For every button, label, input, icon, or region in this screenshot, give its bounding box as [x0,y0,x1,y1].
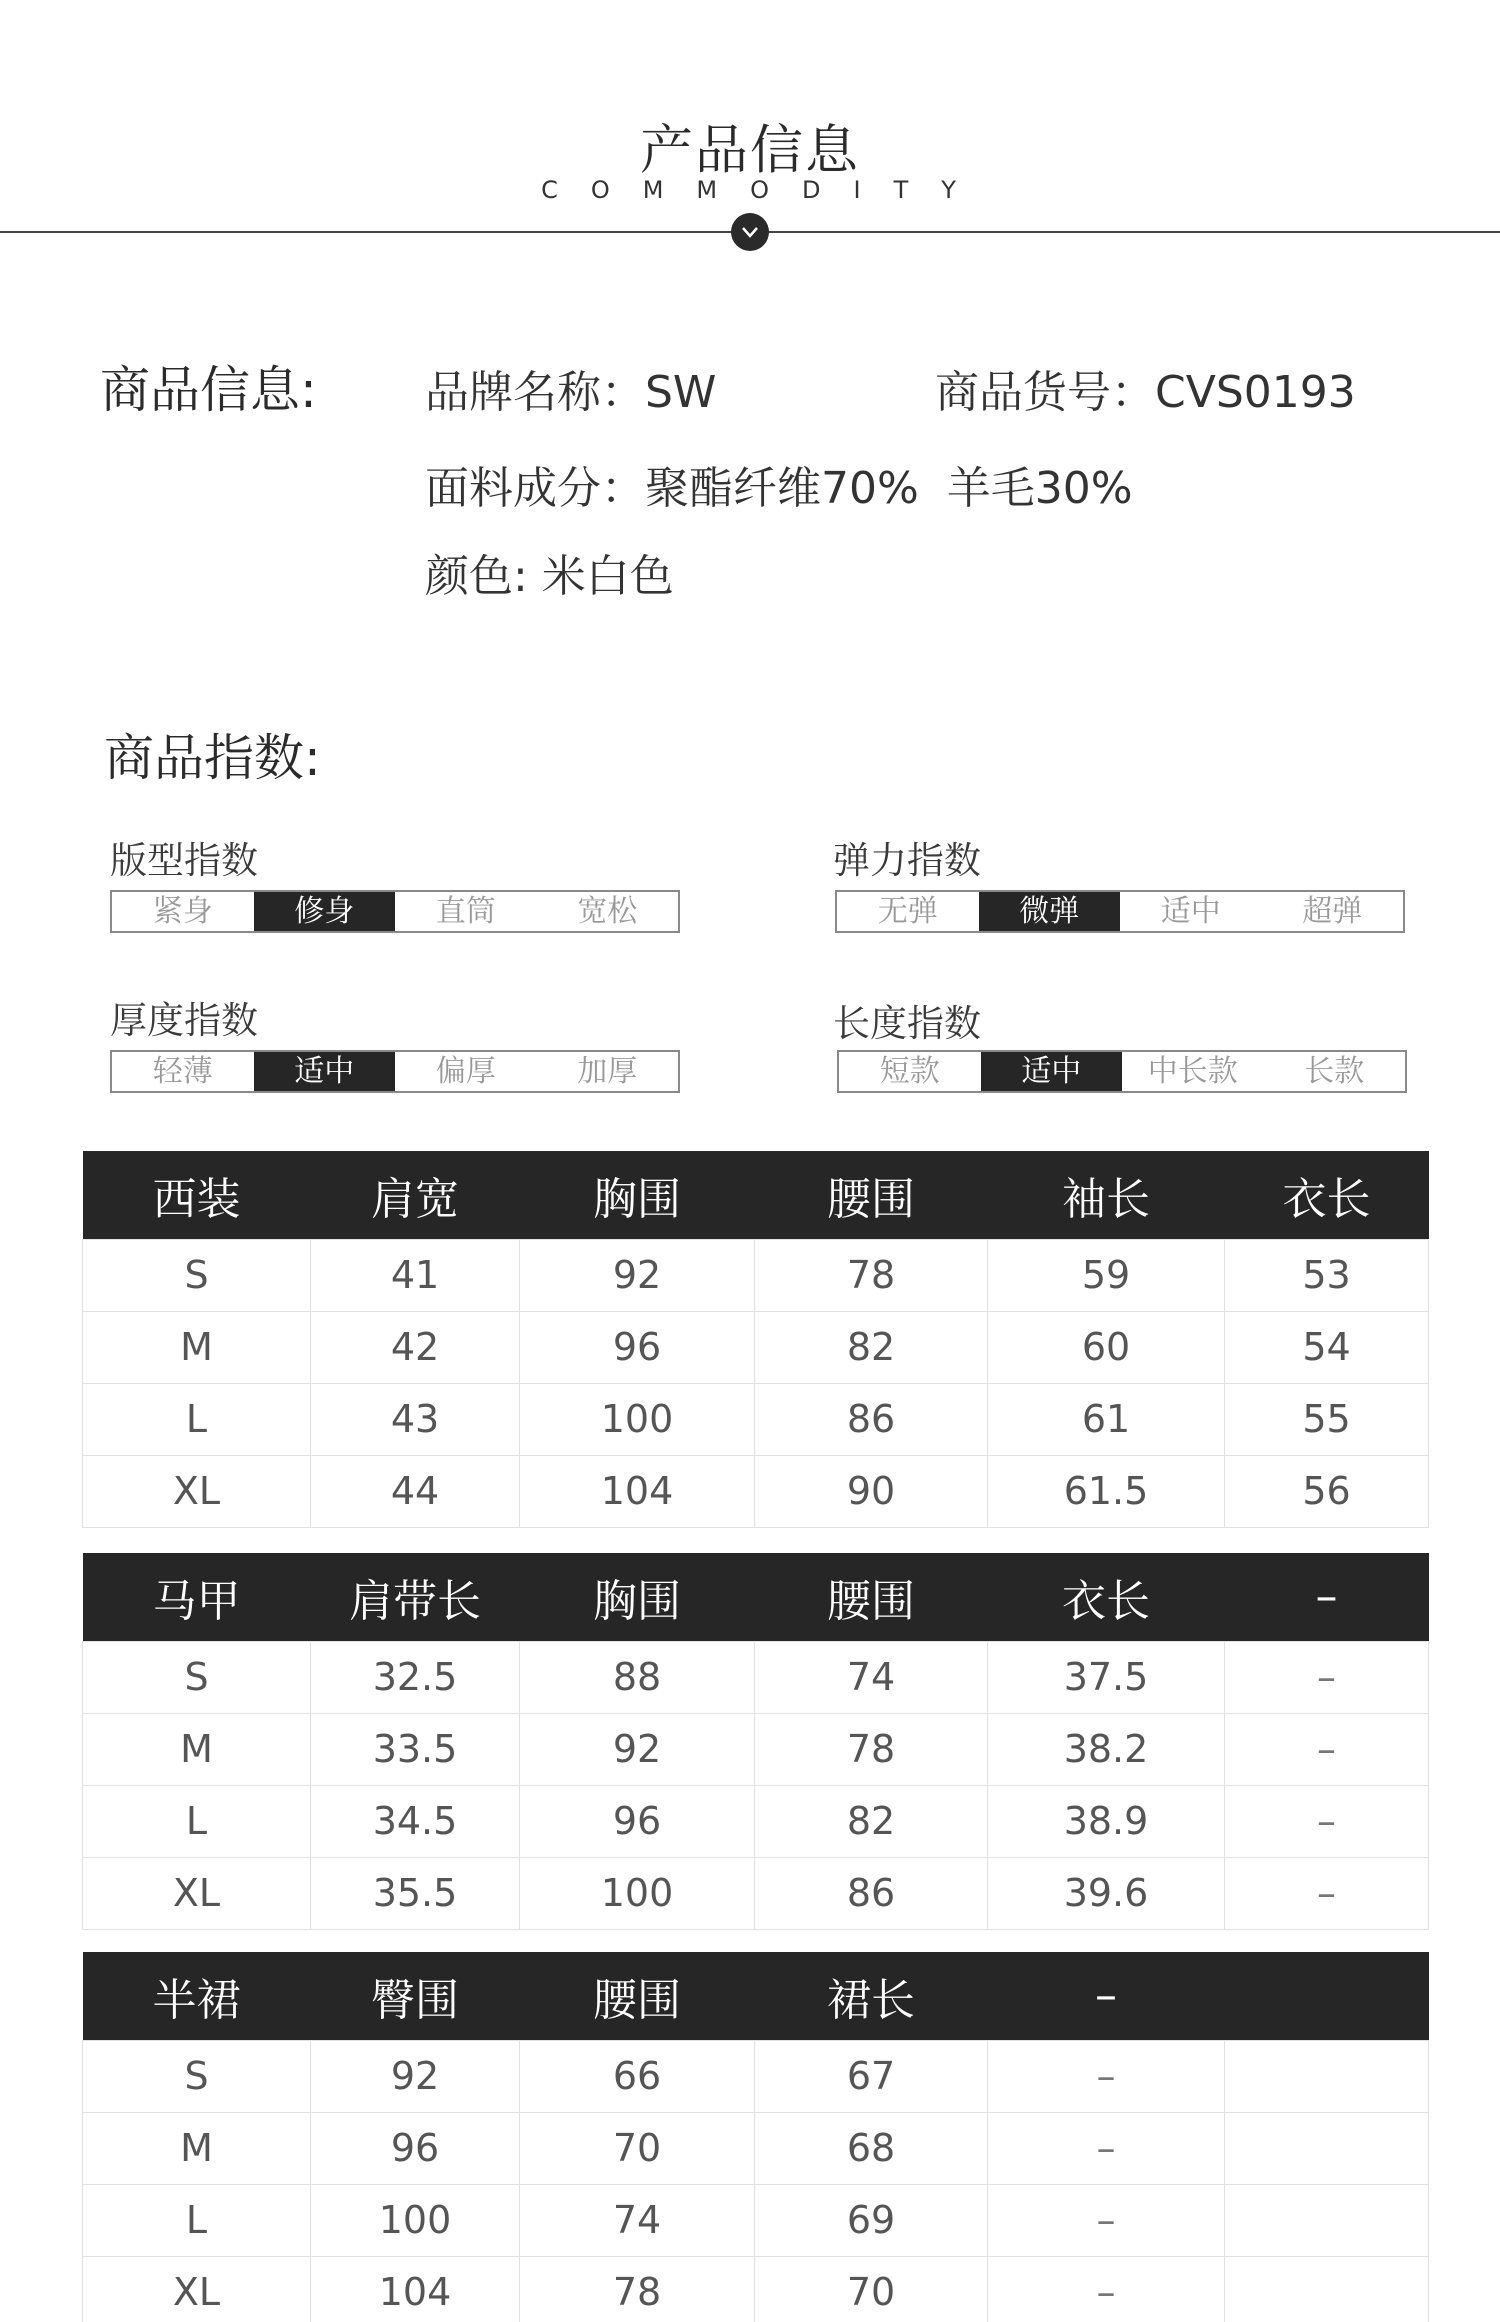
length-option-selected: 适中 [981,1052,1123,1091]
table-cell: 54 [1225,1311,1429,1383]
table-cell [1225,2040,1429,2112]
table-cell: XL [83,2256,311,2322]
fit-option-selected: 修身 [254,892,396,931]
table-row [83,2040,1429,2112]
fit-option: 直筒 [435,893,496,929]
page-title: 产品信息 [640,120,860,181]
table-row [83,1713,1429,1785]
table-cell: 86 [755,1857,988,1929]
table-header-cell: 衣长 [988,1553,1225,1641]
table-cell: L [83,2184,311,2256]
elasticity-option: 无弹 [877,893,938,929]
table-cell: – [1225,1857,1429,1929]
table-row [83,1641,1429,1713]
table-header-cell: 肩带长 [311,1553,520,1641]
table-cell: 92 [520,1239,755,1311]
thickness-option-selected: 适中 [254,1052,396,1091]
table-cell: 53 [1225,1239,1429,1311]
table-header-cell: 裙长 [755,1952,988,2040]
table-cell: 61.5 [988,1455,1225,1527]
thickness-index-scale [110,1050,680,1093]
table-cell: S [83,1641,311,1713]
table-cell: 35.5 [311,1857,520,1929]
table-cell: 33.5 [311,1713,520,1785]
chevron-down-icon [731,213,769,251]
table-header-cell: 胸围 [520,1553,755,1641]
table-cell: 100 [520,1857,755,1929]
table-header-cell: 腰围 [755,1151,988,1239]
table-cell: L [83,1383,311,1455]
table-cell: S [83,1239,311,1311]
table-cell: – [988,2184,1225,2256]
length-option: 长款 [1304,1053,1365,1089]
table-cell: – [988,2040,1225,2112]
table-row [83,2256,1429,2322]
table-cell: M [83,1713,311,1785]
fit-option: 宽松 [577,893,638,929]
table-cell: 32.5 [311,1641,520,1713]
fabric-composition: 面料成分：聚酯纤维70% 羊毛30% [425,463,1133,514]
table-cell: 104 [520,1455,755,1527]
table-cell: 56 [1225,1455,1429,1527]
table-cell: 42 [311,1311,520,1383]
table-header-row [83,1952,1429,2040]
table-header-cell: 腰围 [520,1952,755,2040]
table-row [83,1455,1429,1527]
table-cell: 82 [755,1785,988,1857]
elasticity-option: 适中 [1160,893,1221,929]
table-header-cell: 袖长 [988,1151,1225,1239]
table-header-cell: 西装 [83,1151,311,1239]
table-cell: 55 [1225,1383,1429,1455]
table-cell: 104 [311,2256,520,2322]
table-cell: 61 [988,1383,1225,1455]
table-cell: 70 [520,2112,755,2184]
table-header-cell: 衣长 [1225,1151,1429,1239]
table-cell: 92 [311,2040,520,2112]
length-index-label: 长度指数 [833,1002,981,1045]
brand-name: 品牌名称：SW [425,367,717,418]
table-cell: XL [83,1857,311,1929]
table-cell: 90 [755,1455,988,1527]
elasticity-option: 超弹 [1302,893,1363,929]
table-cell: 38.2 [988,1713,1225,1785]
table-cell: 88 [520,1641,755,1713]
table-cell [1225,2184,1429,2256]
table-row [83,1857,1429,1929]
length-option: 中长款 [1147,1053,1238,1089]
elasticity-option-selected: 微弹 [979,892,1121,931]
table-row [83,1383,1429,1455]
table-cell: 78 [755,1239,988,1311]
table-header-cell: 臀围 [311,1952,520,2040]
suit-size-table [82,1151,1429,1528]
thickness-index-label: 厚度指数 [110,999,258,1042]
table-cell: 69 [755,2184,988,2256]
table-cell: – [1225,1641,1429,1713]
product-color: 颜色: 米白色 [425,551,674,602]
thickness-option: 加厚 [577,1053,638,1089]
table-cell: 38.9 [988,1785,1225,1857]
table-cell: S [83,2040,311,2112]
fit-index-scale [110,890,680,933]
table-header-cell: 腰围 [755,1553,988,1641]
table-cell: 44 [311,1455,520,1527]
table-header-row [83,1553,1429,1641]
table-header-cell: 半裙 [83,1952,311,2040]
table-row [83,1311,1429,1383]
table-cell: 66 [520,2040,755,2112]
table-cell: 96 [311,2112,520,2184]
item-number: 商品货号：CVS0193 [935,367,1356,418]
table-cell: 34.5 [311,1785,520,1857]
thickness-option: 轻薄 [152,1053,213,1089]
table-header-cell [1225,1952,1429,2040]
elasticity-index-label: 弹力指数 [833,839,981,882]
table-cell: 92 [520,1713,755,1785]
table-cell: 37.5 [988,1641,1225,1713]
elasticity-index-scale [835,890,1405,933]
table-header-cell: – [1225,1553,1429,1641]
product-info-label: 商品信息: [100,361,317,419]
table-cell: 100 [520,1383,755,1455]
table-cell: M [83,2112,311,2184]
table-cell: – [1225,1713,1429,1785]
table-cell: 59 [988,1239,1225,1311]
table-cell: – [988,2256,1225,2322]
table-cell [1225,2256,1429,2322]
table-cell: 39.6 [988,1857,1225,1929]
table-cell: – [988,2112,1225,2184]
length-option: 短款 [879,1053,940,1089]
table-cell: 78 [520,2256,755,2322]
table-cell: 82 [755,1311,988,1383]
table-cell: 41 [311,1239,520,1311]
table-header-cell: – [988,1952,1225,2040]
table-cell: M [83,1311,311,1383]
table-cell: 78 [755,1713,988,1785]
table-cell: 67 [755,2040,988,2112]
thickness-option: 偏厚 [435,1053,496,1089]
fit-option: 紧身 [152,893,213,929]
table-cell: 96 [520,1785,755,1857]
skirt-size-table [82,1952,1429,2322]
table-cell: 74 [520,2184,755,2256]
table-cell: – [1225,1785,1429,1857]
table-cell [1225,2112,1429,2184]
table-row [83,2184,1429,2256]
table-cell: L [83,1785,311,1857]
table-cell: 96 [520,1311,755,1383]
indices-label: 商品指数: [104,729,321,787]
table-row [83,1239,1429,1311]
table-cell: 74 [755,1641,988,1713]
table-cell: 60 [988,1311,1225,1383]
table-cell: 70 [755,2256,988,2322]
table-cell: 43 [311,1383,520,1455]
vest-size-table [82,1553,1429,1930]
table-cell: 86 [755,1383,988,1455]
length-index-scale [837,1050,1407,1093]
table-header-cell: 马甲 [83,1553,311,1641]
fit-index-label: 版型指数 [110,839,258,882]
table-header-cell: 肩宽 [311,1151,520,1239]
table-cell: XL [83,1455,311,1527]
table-header-row [83,1151,1429,1239]
table-cell: 68 [755,2112,988,2184]
table-header-cell: 胸围 [520,1151,755,1239]
page-subtitle: COMMODITY [541,176,989,204]
table-row [83,1785,1429,1857]
table-cell: 100 [311,2184,520,2256]
table-row [83,2112,1429,2184]
